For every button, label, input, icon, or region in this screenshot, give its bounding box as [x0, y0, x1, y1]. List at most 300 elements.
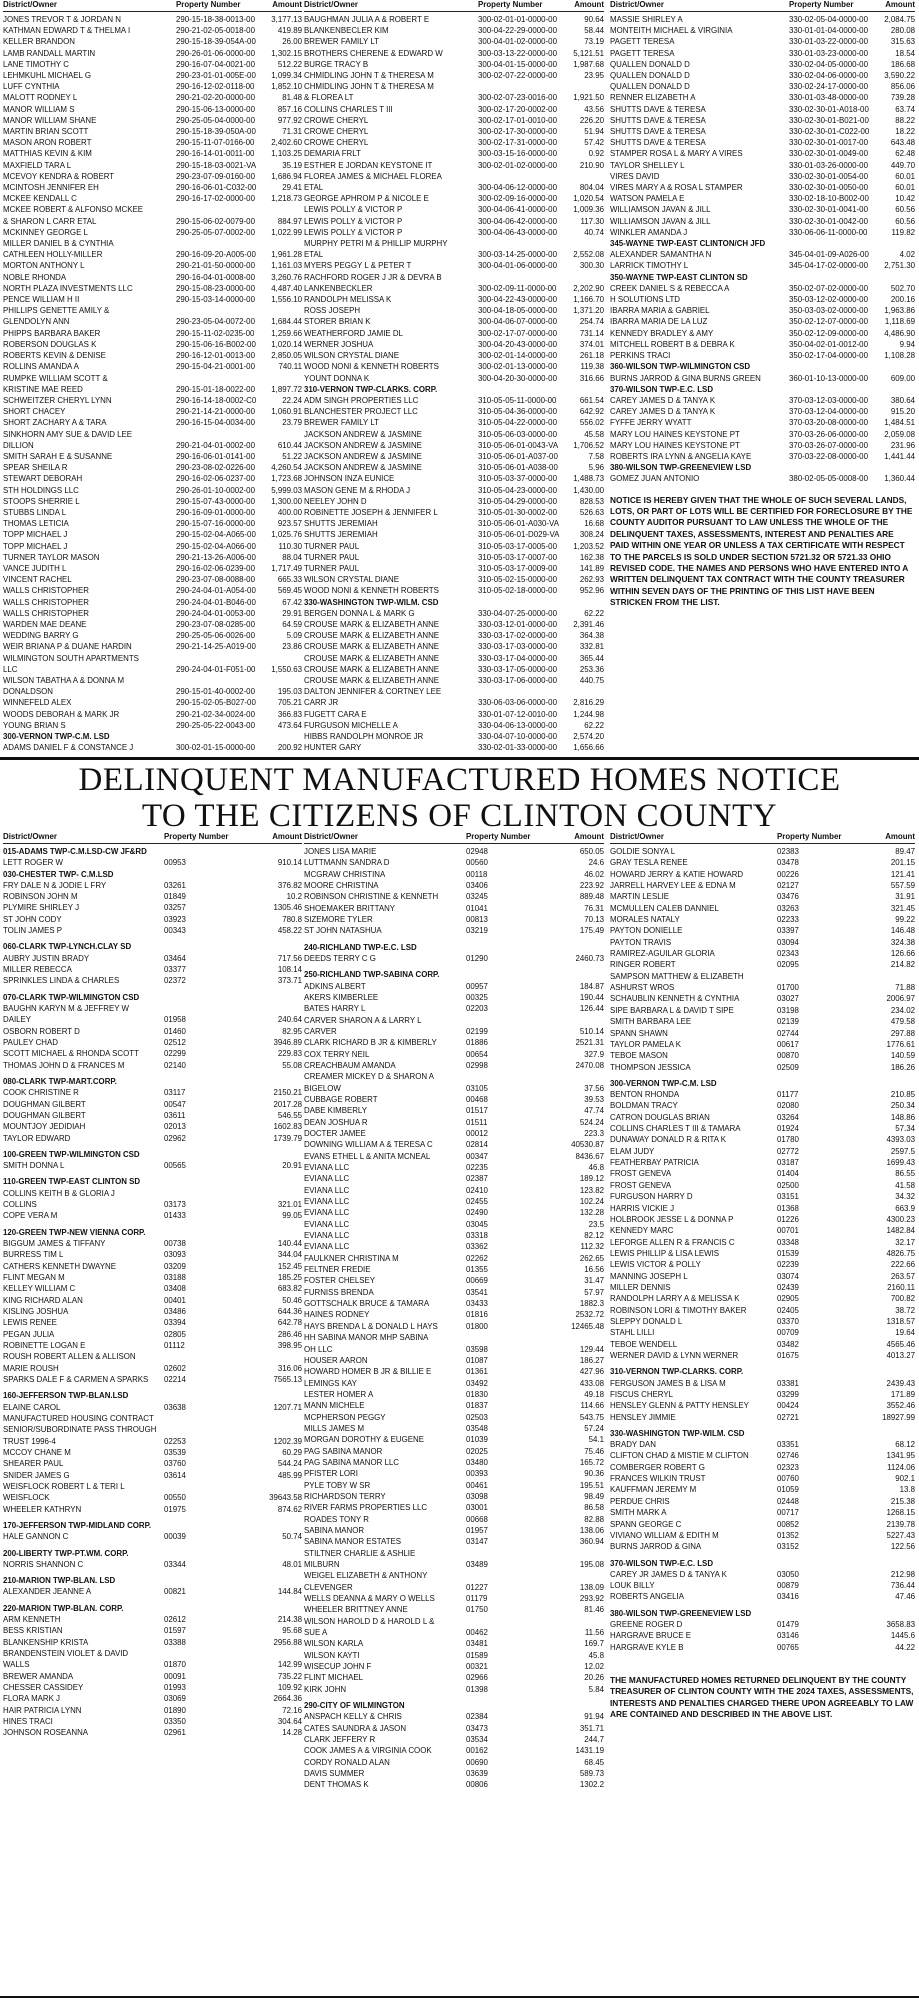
amount: 62.48	[895, 149, 915, 159]
header-property-number: Property Number	[478, 0, 543, 9]
property-number: 290-25-05-07-0002-00	[176, 227, 255, 237]
table-row	[3, 227, 302, 238]
amount: 223.3	[584, 1128, 604, 1138]
district-heading: 300-VERNON TWP-C.M. LSD	[610, 1078, 717, 1088]
amount: 263.57	[890, 1271, 915, 1281]
property-number: 03362	[466, 1242, 488, 1252]
district-heading: 210-MARION TWP-BLAN. LSD	[3, 1576, 116, 1586]
owner-name: HUNTER GARY	[304, 743, 362, 752]
table-row	[3, 485, 302, 496]
owner-name: AKERS KIMBERLEE	[304, 992, 379, 1002]
amount: 524.24	[579, 1117, 604, 1127]
owner-name: NORRIS SHANNON C	[3, 1559, 84, 1569]
property-number: 330-02-01-33-0000-00	[478, 743, 557, 752]
table-row	[304, 846, 604, 857]
header-property-number: Property Number	[466, 832, 531, 841]
property-number: 290-21-02-20-0000-00	[176, 93, 255, 103]
table-row	[3, 1199, 302, 1210]
table-row	[610, 440, 915, 451]
property-number	[478, 686, 562, 697]
property-number: 290-21-01-50-0000-00	[176, 261, 255, 271]
property-number: 01597	[164, 1626, 186, 1636]
bottom-column-2	[304, 832, 604, 2000]
amount: 60.29	[282, 1447, 302, 1457]
owner-name: SPEAR SHEILA R	[3, 463, 68, 473]
table-row	[3, 249, 302, 260]
property-number: 290-23-07-08-0088-00	[176, 575, 255, 585]
amount: 736.44	[890, 1581, 915, 1591]
amount: 4393.03	[886, 1135, 915, 1145]
table-row	[304, 1638, 604, 1649]
amount: 663.9	[895, 1203, 915, 1213]
property-number: 290-21-13-26-A006-00	[176, 552, 256, 562]
owner-name: LEWIS POLLY & VICTOR P	[304, 205, 403, 215]
owner-name: BURNS JARROD & GINA BURNS GREEN	[610, 373, 761, 383]
property-number: 01355	[466, 1265, 488, 1275]
table-row	[304, 925, 604, 936]
amount: 262.93	[579, 575, 604, 585]
property-number: 02503	[466, 1412, 488, 1422]
owner-name: SHUTTS DAVE & TERESA	[610, 127, 706, 137]
table-row	[610, 1462, 915, 1473]
owner-name: MCPHERSON PEGGY	[304, 1412, 386, 1422]
owner-name: CROWE CHERYL	[304, 127, 369, 137]
owner-name: & SHARON L CARR ETAL	[3, 216, 97, 226]
table-row	[3, 440, 302, 451]
owner-name: MARIE ROUSH	[3, 1363, 59, 1373]
owner-name: HAYS BRENDA L & DONALD L HAYS	[304, 1321, 438, 1331]
property-number: 01539	[777, 1248, 799, 1258]
amount: 171.89	[890, 1389, 915, 1399]
table-row	[3, 305, 302, 316]
owner-name: TURNER PAUL	[304, 552, 360, 562]
amount: 400.00	[277, 507, 302, 517]
table-row	[3, 1210, 302, 1221]
owner-name: RACHFORD ROGER J JR & DEVRA B	[304, 272, 442, 282]
amount: 1,244.98	[573, 709, 604, 719]
property-number: 02500	[777, 1180, 799, 1190]
table-row	[610, 283, 915, 294]
district-heading: 310-VERNON TWP-CLARKS. CORP.	[304, 384, 438, 394]
amount: 1,300.00	[271, 496, 302, 506]
owner-name: COOK CHRISTINE R	[3, 1088, 79, 1098]
table-row	[304, 1003, 604, 1014]
owner-name: RIVER FARMS PROPERTIES LLC	[304, 1503, 428, 1513]
table-row	[304, 857, 604, 868]
owner-name: WOOD NONI & KENNETH ROBERTS	[304, 586, 439, 596]
table-row	[610, 1507, 915, 1518]
property-number: 03027	[777, 994, 799, 1004]
header-property-number: Property Number	[777, 832, 842, 841]
amount: 110.30	[278, 541, 302, 551]
property-number: 01780	[777, 1135, 799, 1145]
table-row	[3, 1249, 302, 1260]
amount: 828.53	[579, 496, 604, 506]
owner-name: FROST GENEVA	[610, 1180, 672, 1190]
owner-name: TEBOE WENDELL	[610, 1339, 678, 1349]
owner-name: GOMEZ JUAN ANTONIO	[610, 474, 700, 484]
property-number	[164, 1424, 254, 1435]
owner-name: CAREY JAMES D & TANYA K	[610, 395, 716, 405]
table-row	[304, 742, 604, 752]
amount: 643.48	[890, 138, 915, 148]
owner-name: BRANDENSTEIN VIOLET & DAVID	[3, 1648, 129, 1658]
table-row	[3, 339, 302, 350]
amount: 1,020.14	[271, 339, 302, 349]
amount: 485.99	[277, 1470, 302, 1480]
table-row	[304, 1026, 604, 1037]
amount: 41.58	[895, 1180, 915, 1190]
amount: 4300.23	[886, 1214, 915, 1224]
table-row	[3, 182, 302, 193]
owner-name: SIZEMORE TYLER	[304, 915, 373, 925]
table-row	[3, 1037, 302, 1048]
owner-name: TAYLOR EDWARD	[3, 1133, 71, 1143]
table-row	[3, 1351, 302, 1362]
amount: 4565.46	[886, 1339, 915, 1349]
owner-name: DALTON JENNIFER & CORTNEY LEE	[304, 687, 442, 697]
amount: 43.56	[584, 104, 604, 114]
table-row	[304, 1514, 604, 1525]
amount: 1302.2	[579, 1780, 604, 1790]
owner-name: FELTNER FREDIE	[304, 1265, 371, 1275]
table-row	[304, 48, 604, 59]
owner-name: PAGETT TERESA	[610, 37, 675, 47]
amount: 380.64	[890, 395, 915, 405]
amount: 140.44	[277, 1238, 302, 1248]
table-row	[610, 1062, 915, 1073]
property-number: 330-03-12-01-0000-00	[478, 619, 557, 629]
property-number: 01924	[777, 1124, 799, 1134]
owner-name: GOTTSCHALK BRUCE & TAMARA	[304, 1299, 430, 1309]
owner-name: CROUSE MARK & ELIZABETH ANNE	[304, 642, 440, 652]
table-row	[3, 316, 302, 327]
header-property-number: Property Number	[176, 0, 241, 9]
property-number: 310-05-06-03-0000-00	[478, 429, 557, 439]
owner-name: CLARK JEFFERY R	[304, 1735, 376, 1745]
amount: 705.21	[277, 698, 302, 708]
owner-name: EVIANA LLC	[304, 1231, 350, 1241]
table-row	[610, 429, 915, 440]
table-row	[304, 992, 604, 1003]
property-number: 00393	[466, 1469, 488, 1479]
property-number: 02509	[777, 1062, 799, 1072]
column-header	[3, 832, 302, 844]
amount: 64.59	[282, 619, 302, 629]
table-row	[304, 238, 604, 249]
table-row	[3, 1272, 302, 1283]
amount: 126.66	[890, 949, 915, 959]
property-number	[176, 373, 260, 384]
table-row	[3, 193, 302, 204]
property-number: 330-02-30-01-0042-00	[789, 216, 868, 226]
table-row	[304, 981, 604, 992]
owner-name: STOOPS SHERRIE L	[3, 496, 80, 506]
amount: 95.68	[282, 1626, 302, 1636]
owner-name: ANSPACH KELLY & CHRIS	[304, 1712, 402, 1722]
property-number: 00957	[466, 981, 488, 991]
property-number: 310-05-01-30-0002-00	[478, 507, 557, 517]
owner-name: JACKSON ANDREW & JASMINE	[304, 440, 422, 450]
owner-name: MITCHELL ROBERT B & DEBRA K	[610, 339, 735, 349]
amount: 121.41	[890, 869, 915, 879]
table-row	[610, 1580, 915, 1591]
table-row	[304, 1162, 604, 1173]
property-number: 00852	[777, 1519, 799, 1529]
table-row	[3, 1436, 302, 1447]
property-number: 290-15-08-23-0000-00	[176, 283, 255, 293]
amount	[867, 971, 915, 982]
property-number: 330-06-06-11-0000-00	[789, 227, 868, 237]
amount: 1,921.50	[573, 93, 604, 103]
amount: 642.92	[579, 407, 604, 417]
owner-name: TURNER PAUL	[304, 563, 360, 573]
property-number: 03147	[466, 1537, 488, 1547]
owner-name: STAHL LILLI	[610, 1328, 655, 1338]
amount: 3658.83	[886, 1619, 915, 1629]
property-number: 02139	[777, 1017, 799, 1027]
table-row	[3, 451, 302, 462]
property-number: 02384	[466, 1712, 488, 1722]
table-row	[3, 1261, 302, 1272]
table-row	[610, 25, 915, 36]
owner-name: HH SABINA MANOR MHP SABINA	[304, 1333, 429, 1343]
owner-name: VIRES MARY A & ROSA L STAMPER	[610, 183, 743, 193]
table-row	[304, 328, 604, 339]
property-number: 290-21-14-25-A019-00	[176, 642, 256, 652]
owner-name: ROSS JOSEPH	[304, 306, 361, 316]
owner-name: DAVIS SUMMER	[304, 1769, 365, 1779]
owner-name: CROUSE MARK & ELIZABETH ANNE	[304, 631, 440, 641]
table-row	[3, 1504, 302, 1515]
amount: 49.18	[584, 1389, 604, 1399]
table-row	[304, 1309, 604, 1320]
table-row	[3, 608, 302, 619]
table-row	[304, 451, 604, 462]
owner-name: MARY LOU HAINES KEYSTONE PT	[610, 440, 740, 450]
amount: 1,488.73	[573, 474, 604, 484]
amount: 589.73	[579, 1769, 604, 1779]
owner-name: DOUGHMAN GILBERT	[3, 1110, 86, 1120]
table-row	[304, 675, 604, 686]
property-number: 03219	[466, 926, 488, 936]
property-number: 290-24-04-01-0053-00	[176, 608, 255, 618]
property-number: 01700	[777, 983, 799, 993]
amount: 316.66	[579, 373, 604, 383]
table-row	[610, 1225, 915, 1236]
amount: 112.32	[580, 1242, 604, 1252]
property-number: 330-03-17-02-0000-00	[478, 631, 557, 641]
owner-name: WILSON CRYSTAL DIANE	[304, 575, 399, 585]
header-property-number: Property Number	[789, 0, 854, 9]
owner-name: JACKSON ANDREW & JASMINE	[304, 463, 422, 473]
table-row	[610, 1473, 915, 1484]
property-number: 00690	[466, 1757, 488, 1767]
amount: 2150.21	[273, 1088, 302, 1098]
property-number: 03094	[777, 937, 799, 947]
amount: 315.63	[890, 37, 915, 47]
owner-name: CLARK RICHARD B JR & KIMBERLY	[304, 1038, 437, 1048]
owner-name: JOHNSON INZA EUNICE	[304, 474, 395, 484]
amount: 2017.28	[273, 1099, 302, 1109]
owner-name: WALLS	[3, 1660, 30, 1670]
property-number: 01958	[164, 1015, 186, 1025]
amount: 2521.31	[575, 1038, 604, 1048]
amount: 1776.61	[886, 1039, 915, 1049]
owner-name: EVIANA LLC	[304, 1185, 350, 1195]
property-number: 290-15-07-43-0000-00	[176, 496, 255, 506]
property-number	[164, 1481, 254, 1492]
table-row	[3, 137, 302, 148]
property-number: 02602	[164, 1363, 186, 1373]
owner-name: FLORA MARK J	[3, 1694, 60, 1704]
table-row	[3, 272, 302, 283]
owner-name: SMITH SARAH E & SUSANNE	[3, 451, 113, 461]
property-number: 290-16-14-01-0011-00	[176, 149, 255, 159]
owner-name: MAXFIELD TARA L	[3, 160, 72, 170]
table-row	[3, 81, 302, 92]
amount: 138.06	[579, 1526, 604, 1535]
owner-name: FURGUSON MICHELLE A	[304, 720, 398, 730]
table-row	[610, 1400, 915, 1411]
owner-name: FRANCES WILKIN TRUST	[610, 1474, 706, 1484]
owner-name: IBARRA MARIA DE LA LUZ	[610, 317, 708, 327]
property-number: 310-05-03-17-0005-00	[478, 541, 557, 551]
owner-name: CROUSE MARK & ELIZABETH ANNE	[304, 653, 440, 663]
owner-name: WEATHERFORD JAMIE DL	[304, 328, 403, 338]
property-number: 01750	[466, 1605, 488, 1615]
district-heading: 030-CHESTER TWP- C.M.LSD	[3, 869, 114, 879]
property-number: 330-02-30-01-0017-00	[789, 138, 868, 148]
table-row	[3, 473, 302, 484]
owner-name: SHUTTS JEREMIAH	[304, 519, 378, 529]
amount: 304.64	[277, 1716, 302, 1726]
amount	[254, 1481, 302, 1492]
table-row	[304, 1015, 604, 1026]
table-row	[610, 451, 915, 462]
table-row	[3, 1110, 302, 1121]
amount: 109.92	[277, 1682, 302, 1692]
table-row	[3, 1648, 302, 1659]
owner-name: HAIR PATRICIA LYNN	[3, 1705, 82, 1715]
property-number: 00760	[777, 1474, 799, 1484]
amount: 1699.43	[886, 1158, 915, 1168]
property-number: 350-02-17-04-0000-00	[789, 351, 868, 361]
table-row	[304, 1734, 604, 1745]
property-number: 03416	[777, 1592, 799, 1602]
owner-name: DOCTER JAMEE	[304, 1128, 366, 1138]
property-number: 03489	[466, 1560, 488, 1570]
table-row	[3, 160, 302, 171]
property-number: 300-02-07-23-0016-00	[478, 93, 557, 103]
property-number: 300-02-17-07-0000-00	[478, 328, 557, 338]
table-row	[3, 1671, 302, 1682]
table-row	[304, 316, 604, 327]
table-row	[610, 395, 915, 406]
table-row	[610, 1484, 915, 1495]
top-column-3	[610, 0, 915, 752]
property-number: 290-15-18-39-054A-00	[176, 37, 256, 47]
amount: 512.22	[277, 59, 302, 69]
table-row	[610, 1378, 915, 1389]
table-row	[3, 14, 302, 25]
owner-name: FAULKNER CHRISTINA M	[304, 1253, 399, 1263]
owner-name: CATES SAUNDRA & JASON	[304, 1723, 407, 1733]
table-row	[3, 462, 302, 473]
property-number: 02744	[777, 1028, 799, 1038]
top-column-2	[304, 0, 604, 752]
amount: 184.87	[579, 981, 604, 991]
owner-name: ROUSH ROBERT ALLEN & ALLISON	[3, 1352, 136, 1362]
amount: 12.02	[584, 1662, 604, 1672]
property-number: 02383	[777, 847, 799, 856]
amount: 58.44	[584, 26, 604, 36]
amount: 1,360.44	[884, 474, 915, 484]
table-row	[304, 182, 604, 193]
amount: 543.75	[579, 1412, 604, 1422]
amount: 3,590.22	[884, 71, 915, 81]
table-row	[304, 1173, 604, 1184]
property-number: 330-02-18-10-B002-00	[789, 194, 869, 204]
property-number: 02203	[466, 1004, 488, 1014]
district-heading: 110-GREEN TWP-EAST CLINTON SD	[3, 1177, 141, 1187]
owner-name: DENT THOMAS K	[304, 1780, 369, 1790]
table-row	[610, 473, 915, 484]
table-row	[304, 1037, 604, 1048]
owner-name: EVIANA LLC	[304, 1219, 350, 1229]
property-number: 02966	[466, 1673, 488, 1683]
table-row	[610, 1134, 915, 1145]
amount: 1431.19	[575, 1746, 604, 1756]
table-row	[304, 1593, 604, 1604]
amount: 54.1	[588, 1435, 604, 1445]
property-number: 02235	[466, 1163, 488, 1172]
bottom-column-3	[610, 832, 915, 2000]
owner-name: PLYMIRE SHIRLEY J	[3, 903, 80, 913]
amount: 222.66	[890, 1260, 915, 1270]
amount: 1,218.73	[271, 194, 302, 204]
owner-name: SMITH BARBARA LEE	[610, 1017, 692, 1027]
amount: 683.82	[277, 1284, 302, 1294]
table-row	[3, 1295, 302, 1306]
table-row	[610, 1389, 915, 1400]
amount: 1341.95	[886, 1451, 915, 1461]
amount: 1,550.63	[271, 664, 302, 674]
owner-name: LEWIS RENEE	[3, 1318, 57, 1328]
table-row	[3, 563, 302, 574]
owner-name: LANKENBECKLER	[304, 283, 373, 293]
table-row	[610, 857, 915, 868]
table-row	[610, 1530, 915, 1541]
property-number: 330-02-30-01-0054-00	[789, 171, 868, 181]
table-row	[304, 204, 604, 215]
owner-name: RENNER ELIZABETH A	[610, 93, 696, 103]
property-number: 290-16-02-06-0237-00	[176, 474, 255, 484]
property-number: 300-04-01-15-0000-00	[478, 59, 557, 69]
table-row	[610, 160, 915, 171]
amount: 18927.99	[882, 1412, 915, 1422]
owner-name: LESTER HOMER A	[304, 1389, 374, 1399]
owner-name: WILMINGTON SOUTH APARTMENTS	[3, 653, 139, 663]
property-number	[466, 1616, 556, 1627]
owner-name: SHORT ZACHARY A & TARA	[3, 418, 107, 428]
amount: 102.24	[579, 1197, 604, 1207]
amount: 13.8	[899, 1485, 915, 1495]
amount: 46.02	[584, 869, 604, 879]
table-row	[610, 406, 915, 417]
amount: 2,084.75	[884, 15, 915, 24]
bottom-column-1	[3, 832, 302, 2000]
